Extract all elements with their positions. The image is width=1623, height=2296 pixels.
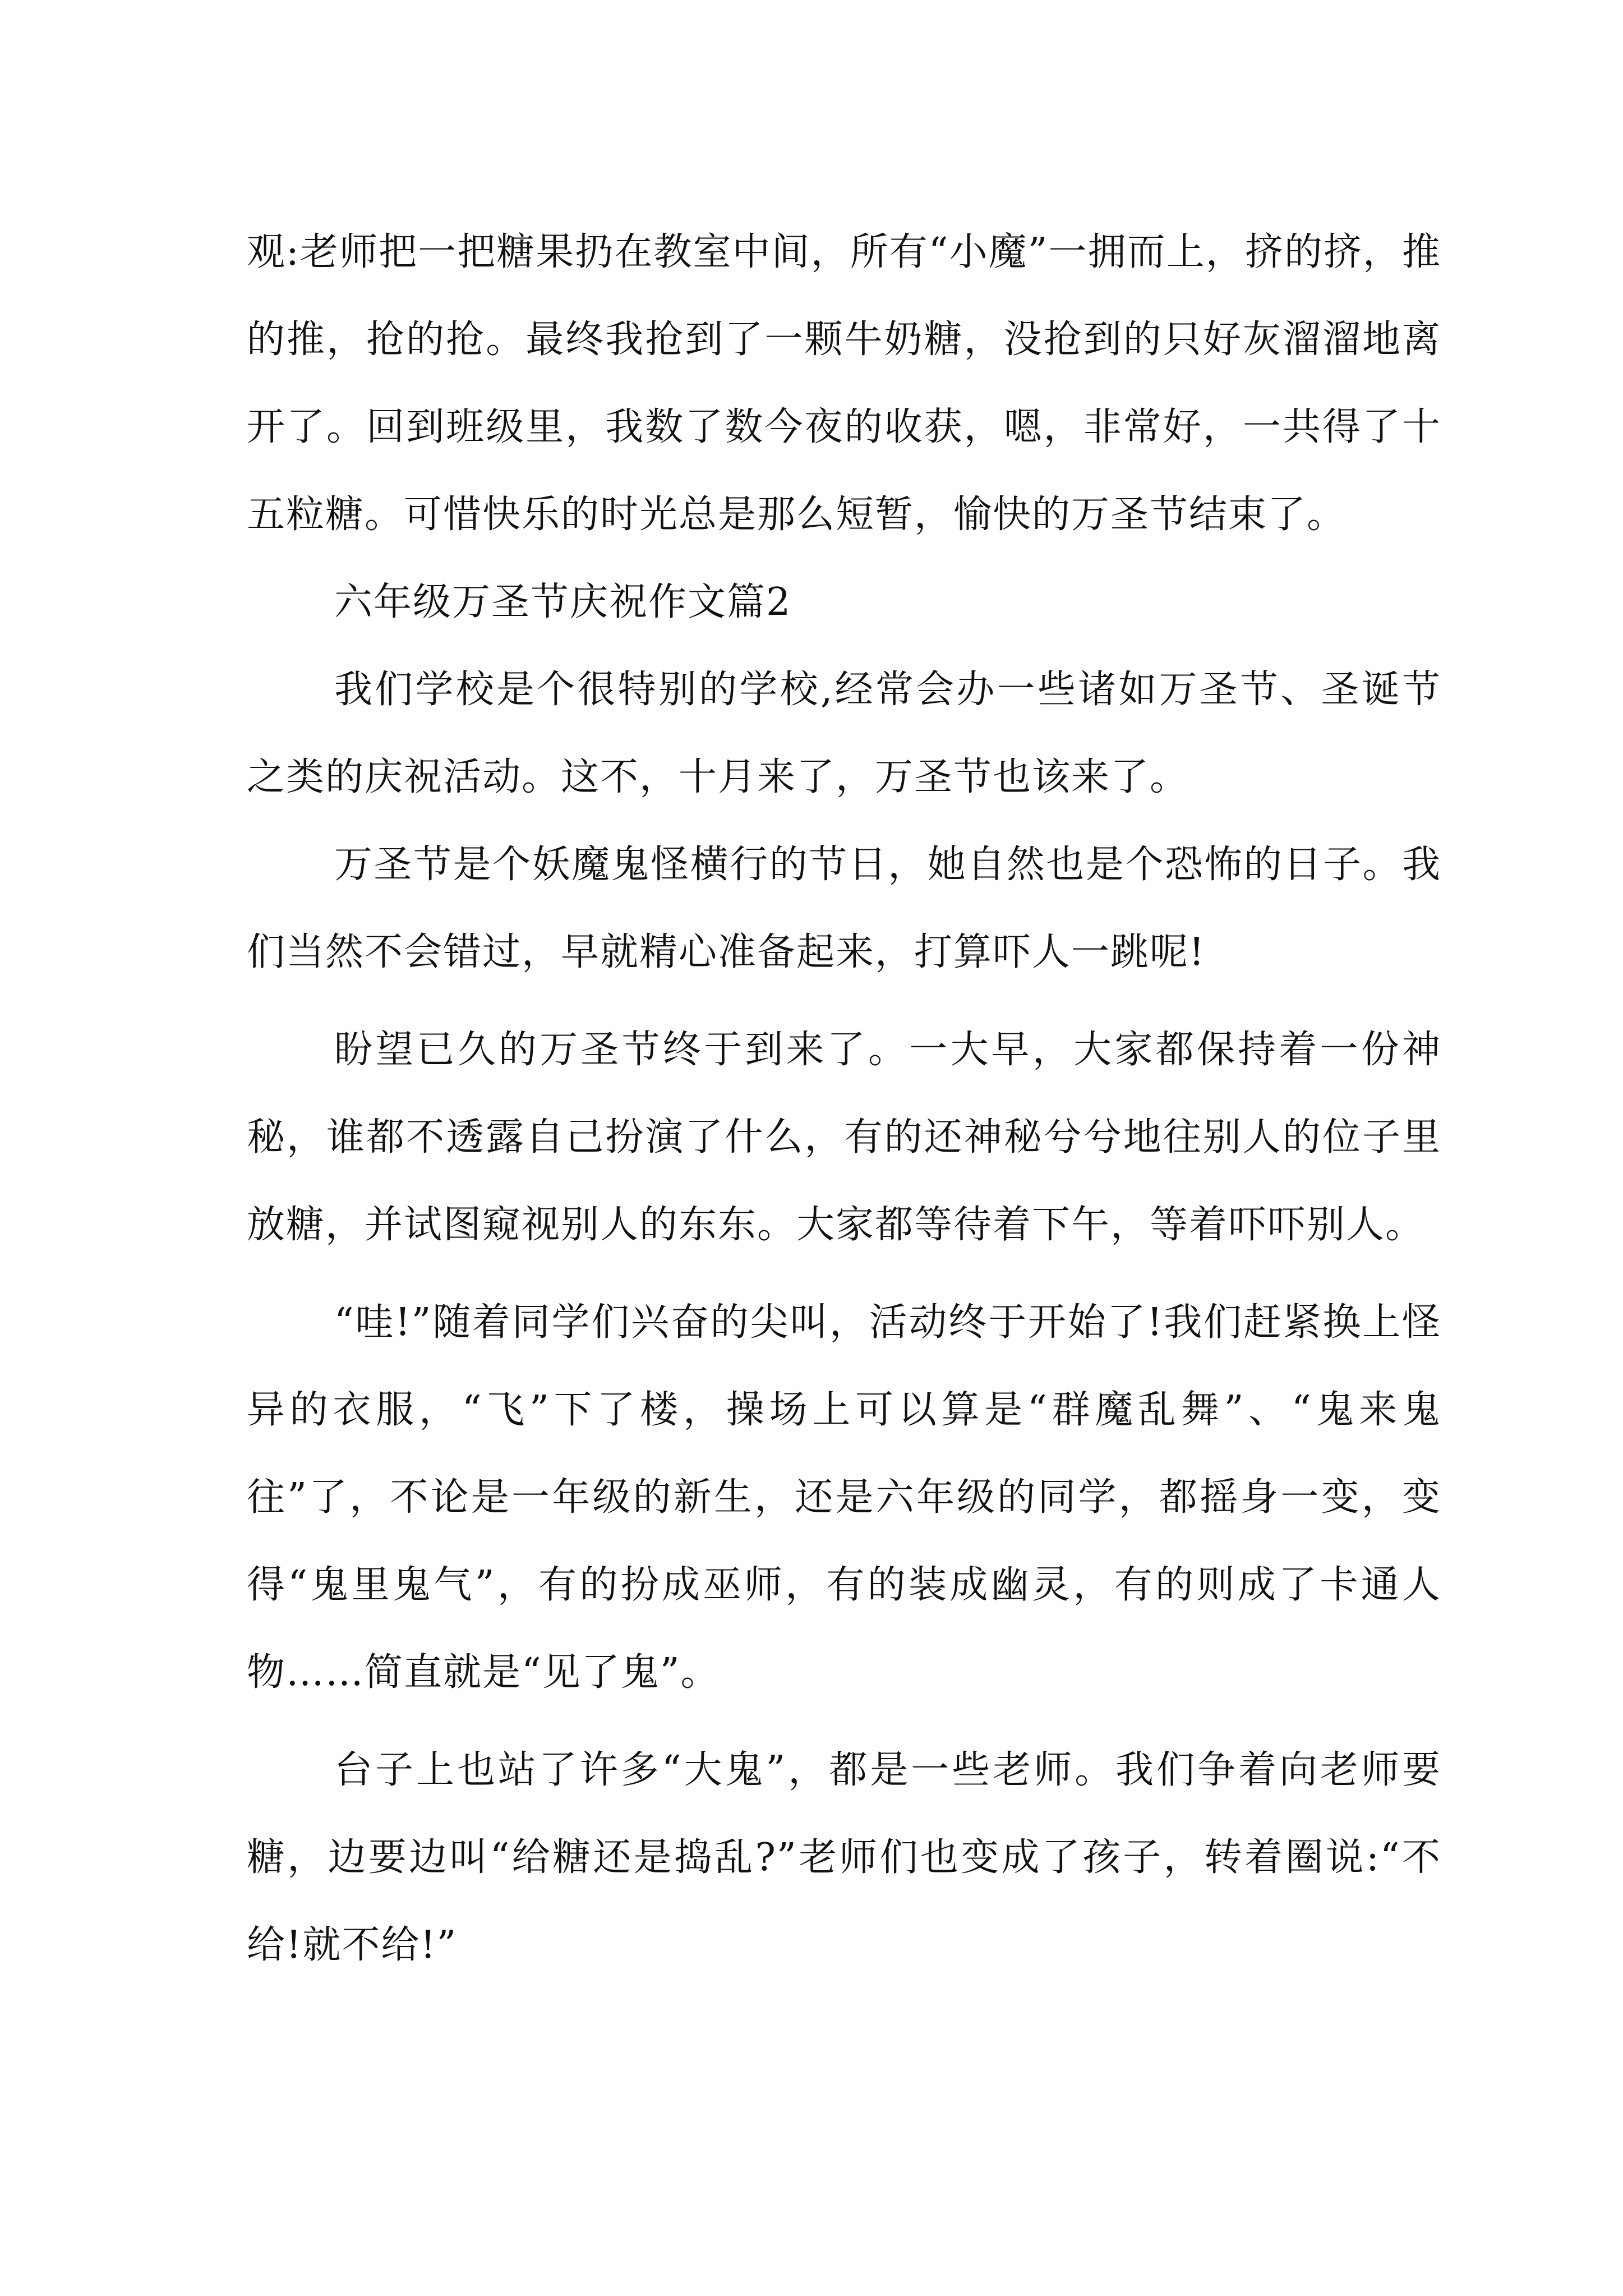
paragraph-continuation: 观:老师把一把糖果扔在教室中间，所有“小魔”一拥而上，挤的挤，推的推，抢的抢。最终我抢到了一颗牛奶糖，没抢到的只好灰溜溜地离开了。回到班级里，我数了数今夜的收获，嗯，非常好，一共得了十五粒糖。可惜快乐的时光总是那么短暂，愉快的万圣节结束了。 xyxy=(247,230,1441,537)
paragraph: 台子上也站了许多“大鬼”，都是一些老师。我们争着向老师要糖，边要边叫“给糖还是捣乱?”老师们也变成了孩子，转着圈说:“不给!就不给!” xyxy=(247,1748,1441,1967)
paragraph: 我们学校是个很特别的学校,经常会办一些诸如万圣节、圣诞节之类的庆祝活动。这不，十月来了，万圣节也该来了。 xyxy=(247,668,1441,799)
paragraph: 盼望已久的万圣节终于到来了。一大早，大家都保持着一份神秘，谁都不透露自己扮演了什么，有的还神秘兮兮地往别人的位子里放糖，并试图窥视别人的东东。大家都等待着下午，等着吓吓别人。 xyxy=(247,1028,1441,1247)
paragraph: 万圣节是个妖魔鬼怪横行的节日，她自然也是个恐怖的日子。我们当然不会错过，早就精心准备起来，打算吓人一跳呢! xyxy=(247,843,1441,974)
document-body xyxy=(247,209,1441,1989)
paragraph: “哇!”随着同学们兴奋的尖叫，活动终于开始了!我们赶紧换上怪异的衣服，“飞”下了楼，操场上可以算是“群魔乱舞”、“鬼来鬼往”了，不论是一年级的新生，还是六年级的同学，都摇身一变，变得“鬼里鬼气”，有的扮成巫师，有的装成幽灵，有的则成了卡通人物……简直就是“见了鬼”。 xyxy=(247,1300,1441,1695)
section-heading: 六年级万圣节庆祝作文篇2 xyxy=(334,580,792,624)
